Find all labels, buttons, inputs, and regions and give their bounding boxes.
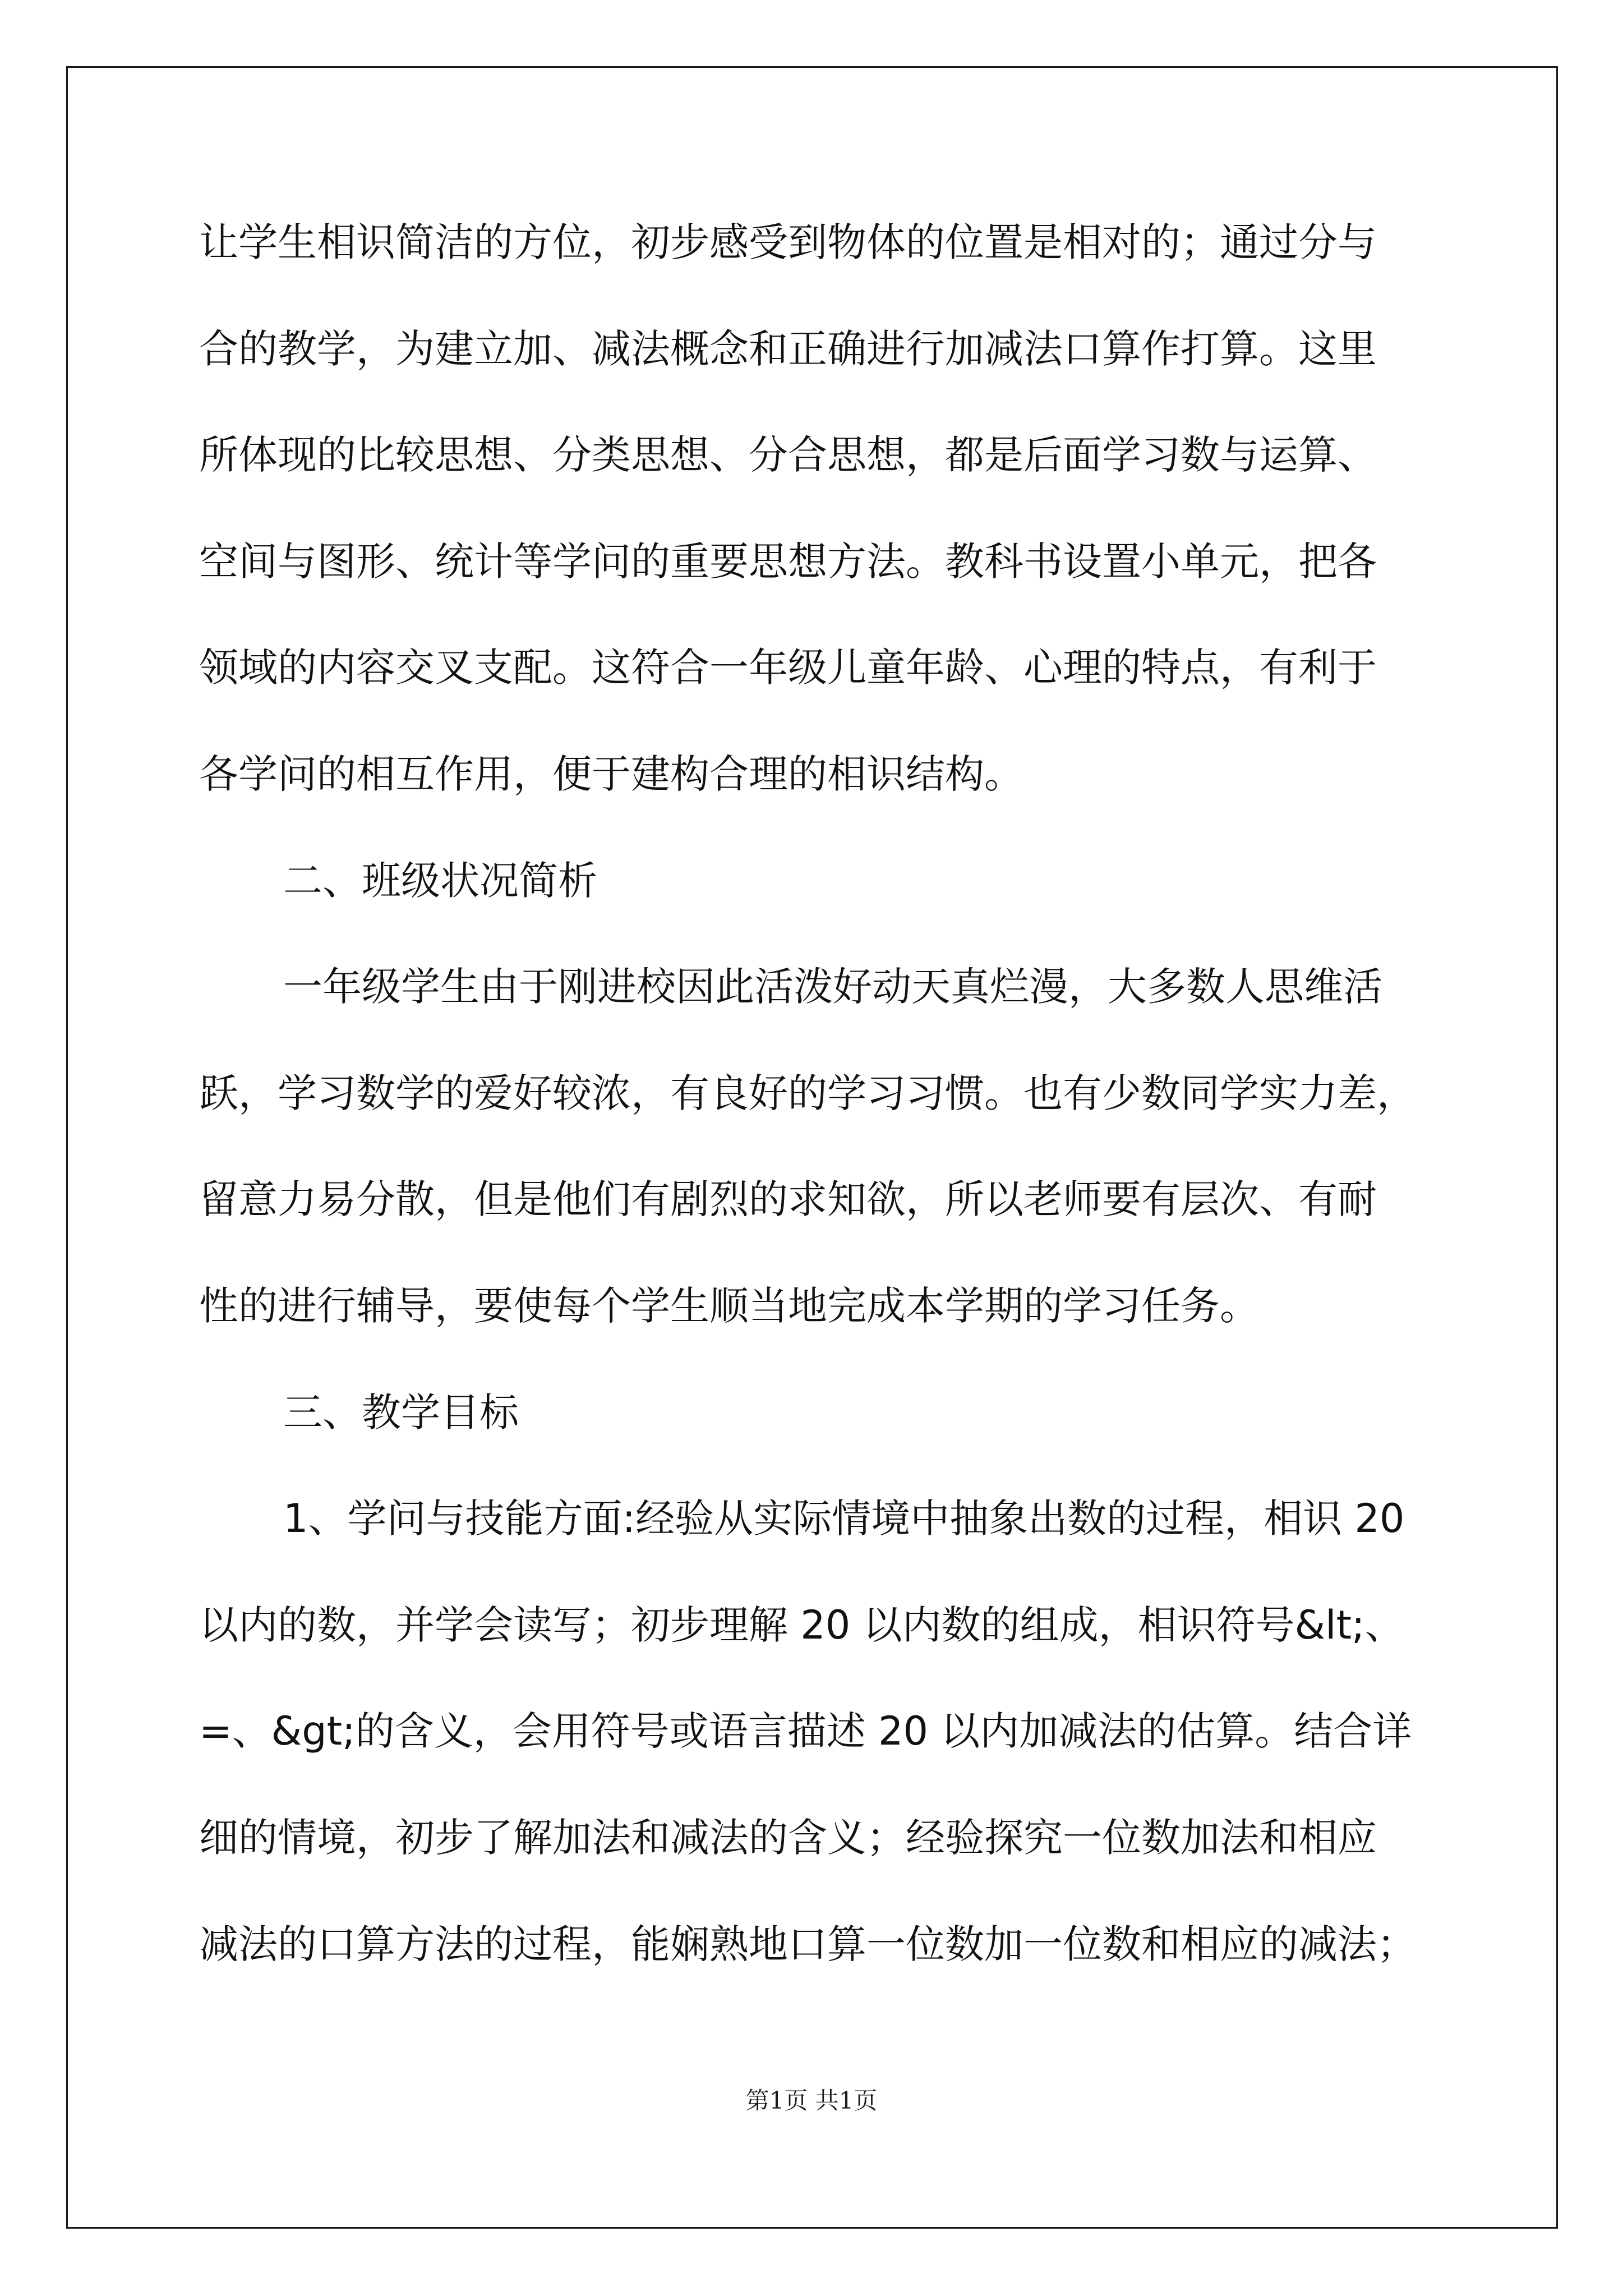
text-line: 各学问的相互作用，便于建构合理的相识结构。 xyxy=(199,751,1023,797)
text-line: 一年级学生由于刚进校因此活泼好动天真烂漫，大多数人思维活 xyxy=(283,964,1382,1010)
text-line: 性的进行辅导，要使每个学生顺当地完成本学期的学习任务。 xyxy=(199,1282,1259,1329)
text-line: 细的情境，初步了解加法和减法的含义；经验探究一位数加法和相应 xyxy=(199,1814,1377,1861)
text-line: 所体现的比较思想、分类思想、分合思想，都是后面学习数与运算、 xyxy=(199,432,1377,478)
text-line: 领域的内容交叉支配。这符合一年级儿童年龄、心理的特点，有利于 xyxy=(199,645,1377,691)
section-heading: 三、教学目标 xyxy=(283,1389,519,1435)
text-line: 1、学问与技能方面:经验从实际情境中抽象出数的过程，相识 20 xyxy=(283,1496,1405,1542)
document-body xyxy=(199,190,1433,1998)
text-line: 合的教学，为建立加、减法概念和正确进行加减法口算作打算。这里 xyxy=(199,325,1377,372)
text-line: 减法的口算方法的过程，能娴熟地口算一位数加一位数和相应的减法； xyxy=(199,1921,1416,1967)
text-line: 让学生相识简洁的方位，初步感受到物体的位置是相对的；通过分与 xyxy=(199,219,1377,265)
text-line: =、&gt;的含义，会用符号或语言描述 20 以内加减法的估算。结合详 xyxy=(199,1708,1412,1755)
text-line: 跃，学习数学的爱好较浓，有良好的学习习惯。也有少数同学实力差， xyxy=(199,1070,1416,1116)
text-line: 留意力易分散，但是他们有剧烈的求知欲，所以老师要有层次、有耐 xyxy=(199,1176,1377,1223)
page-footer: 第1页 共1页 xyxy=(745,2087,878,2114)
text-line: 以内的数，并学会读写；初步理解 20 以内数的组成，相识符号&lt;、 xyxy=(199,1602,1404,1648)
section-heading: 二、班级状况简析 xyxy=(283,857,597,904)
text-line: 空间与图形、统计等学问的重要思想方法。教科书设置小单元，把各 xyxy=(199,538,1377,585)
